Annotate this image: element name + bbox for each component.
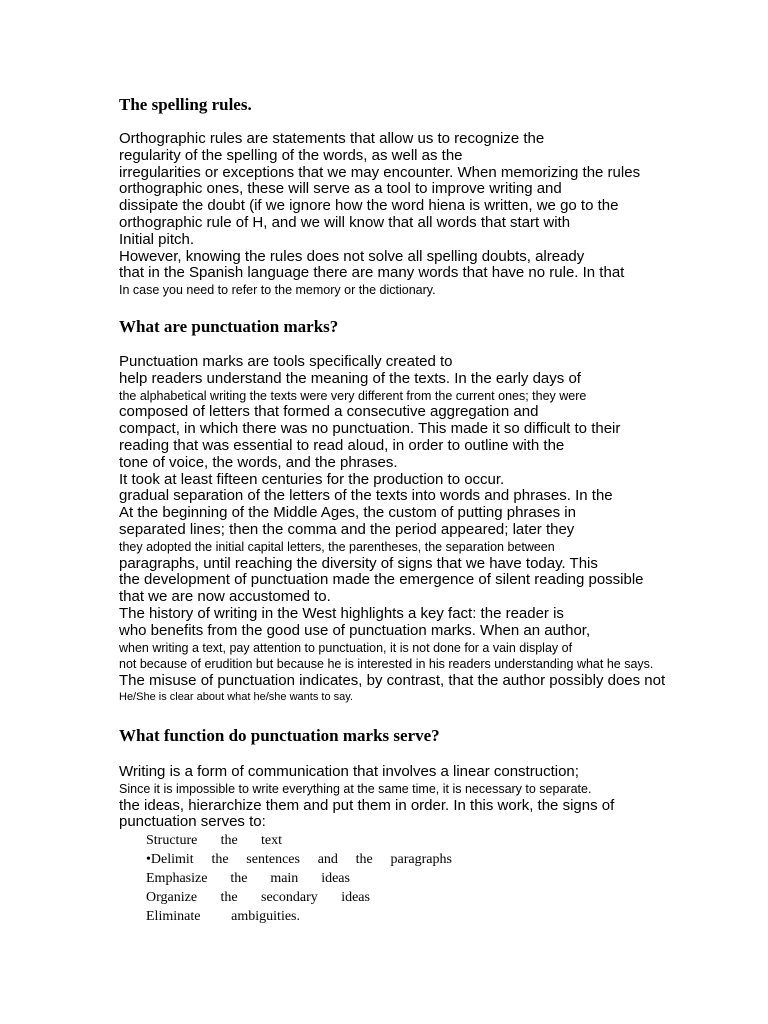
text-line: paragraphs, until reaching the diversity of signs that we have today. This: [119, 554, 598, 572]
text-line: the alphabetical writing the texts were very different from the current ones; they were: [119, 388, 587, 403]
list-item: [146, 888, 370, 907]
text-line: The history of writing in the West highlights a key fact: the reader is: [119, 604, 564, 622]
list-word: sentences: [246, 852, 300, 867]
text-line: orthographic rule of H, and we will know that all words that start with: [119, 213, 571, 231]
text-line: punctuation serves to:: [119, 813, 266, 831]
paragraph-spelling-rules: [119, 131, 640, 299]
list-word: ideas: [341, 890, 370, 905]
list-word: Eliminate: [146, 909, 201, 924]
list-word: Emphasize: [146, 871, 208, 886]
text-line: compact, in which there was no punctuation. This made it so difficult to their: [119, 420, 621, 438]
text-line: Initial pitch.: [119, 230, 195, 248]
list-word: •Delimit: [146, 852, 194, 867]
list-item: [146, 907, 300, 926]
text-line: they adopted the initial capital letters, the parentheses, the separation between: [119, 539, 555, 554]
text-line: In case you need to refer to the memory or the dictionary.: [119, 283, 436, 298]
text-line: orthographic ones, these will serve as a tool to improve writing and: [119, 180, 562, 198]
text-line: Orthographic rules are statements that allow us to recognize the: [119, 130, 545, 147]
text-line: irregularities or exceptions that we may encounter. When memorizing the rules: [119, 163, 641, 181]
text-line: the ideas, hierarchize them and put them in order. In this work, the signs of: [119, 796, 615, 814]
list-item: [146, 831, 282, 850]
text-line: At the beginning of the Middle Ages, the custom of putting phrases in: [119, 504, 576, 522]
text-line: not because of erudition but because he is interested in his readers understanding what he says.: [119, 657, 654, 672]
text-line: regularity of the spelling of the words, as well as the: [119, 146, 463, 164]
list-word: the: [230, 871, 248, 886]
text-line: help readers understand the meaning of the texts. In the early days of: [119, 369, 581, 387]
text-line: Since it is impossible to write everything at the same time, it is necessary to separate.: [119, 781, 592, 796]
list-word: main: [270, 871, 299, 886]
list-word: ideas: [321, 871, 350, 886]
text-line: when writing a text, pay attention to punctuation, it is not done for a vain display of: [119, 640, 573, 655]
list-word: the: [220, 890, 238, 905]
text-line: The misuse of punctuation indicates, by contrast, that the author possibly does not: [119, 672, 666, 690]
text-line: gradual separation of the letters of the texts into words and phrases. In the: [119, 487, 613, 505]
list-word: the: [220, 833, 238, 848]
list-word: ambiguities.: [231, 909, 300, 924]
text-line: that in the Spanish language there are many words that have no rule. In that: [119, 264, 625, 282]
list-word: and: [317, 852, 338, 867]
text-line: who benefits from the good use of punctuation marks. When an author,: [119, 621, 591, 639]
text-line: Punctuation marks are tools specifically created to: [119, 353, 453, 370]
text-line: that we are now accustomed to.: [119, 588, 331, 606]
list-word: text: [261, 833, 282, 848]
text-line: dissipate the doubt (if we ignore how the word hiena is written, we go to the: [119, 197, 619, 215]
list-item: [146, 869, 350, 888]
list-word: paragraphs: [390, 852, 452, 867]
text-line: tone of voice, the words, and the phrases.: [119, 453, 398, 471]
heading-punctuation-function: What function do punctuation marks serve?: [119, 726, 440, 745]
text-line: separated lines; then the comma and the period appeared; later they: [119, 520, 575, 538]
text-line: He/She is clear about what he/she wants to say.: [119, 690, 353, 703]
list-word: Structure: [146, 833, 198, 848]
list-word: the: [211, 852, 229, 867]
list-word: secondary: [261, 890, 318, 905]
text-line: Writing is a form of communication that involves a linear construction;: [119, 763, 579, 780]
heading-punctuation-marks: What are punctuation marks?: [119, 317, 339, 336]
list-item: [146, 850, 452, 869]
paragraph-punctuation-marks: [119, 354, 665, 704]
list-word: Organize: [146, 890, 198, 905]
function-list: [146, 831, 452, 926]
list-word: the: [355, 852, 373, 867]
paragraph-punctuation-function: [119, 764, 614, 831]
heading-spelling-rules: The spelling rules.: [119, 95, 252, 114]
text-line: It took at least fifteen centuries for the production to occur.: [119, 470, 505, 488]
text-line: reading that was essential to read aloud, in order to outline with the: [119, 436, 565, 454]
text-line: the development of punctuation made the emergence of silent reading possible: [119, 571, 644, 589]
text-line: composed of letters that formed a consecutive aggregation and: [119, 403, 539, 421]
text-line: However, knowing the rules does not solve all spelling doubts, already: [119, 247, 585, 265]
